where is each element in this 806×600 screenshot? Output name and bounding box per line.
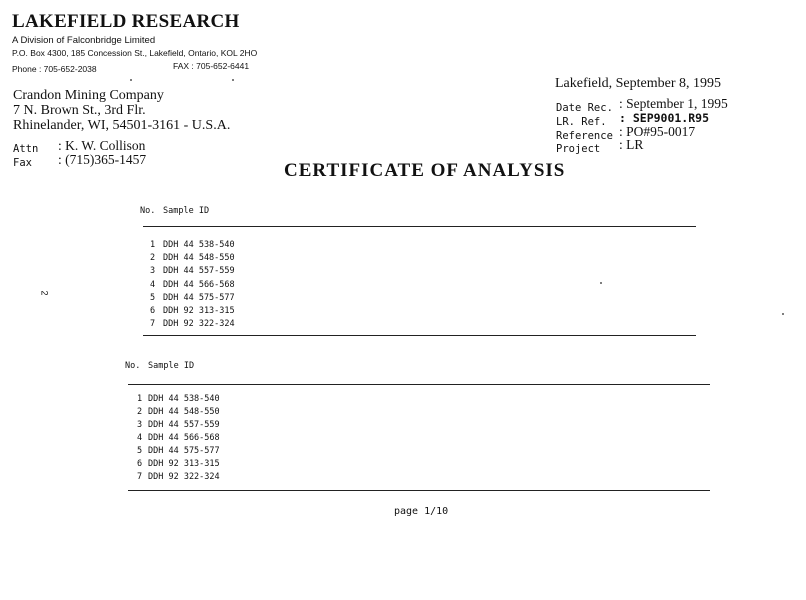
table2-row-sample-id: DDH 44 566-568: [148, 433, 220, 443]
table1-row-sample-id: DDH 92 322-324: [163, 319, 235, 330]
table2-row-number: 5: [137, 446, 143, 456]
margin-mark: 2: [39, 290, 50, 296]
table1-row-number: 4: [150, 279, 156, 290]
table2-row-number: 2: [137, 407, 143, 417]
project-value: : LR: [619, 137, 644, 152]
table2-row-number: 7: [137, 472, 143, 482]
table1-row-sample-id: DDH 44 566-568: [163, 279, 235, 290]
recipient-company: Crandon Mining Company: [13, 88, 164, 103]
table1-row-number: 6: [150, 306, 156, 316]
table2-bottom-rule: [128, 490, 710, 491]
lr-ref-label: LR. Ref.: [556, 116, 607, 128]
table1-row-sample-id: DDH 92 313-315: [163, 306, 235, 316]
certificate-title: CERTIFICATE OF ANALYSIS: [284, 160, 566, 181]
company-name: LAKEFIELD RESEARCH: [12, 11, 240, 32]
table1-row-number: 1: [150, 240, 156, 250]
table1-bottom-rule: [143, 335, 696, 336]
table2-row-number: 4: [137, 433, 143, 443]
scan-speck: [232, 79, 234, 81]
attn-label: Attn: [13, 143, 39, 155]
table1-sample-id-header: Sample ID: [163, 206, 210, 216]
table2-row-sample-id: DDH 44 548-550: [148, 407, 220, 417]
table1-row-number: 5: [150, 292, 156, 303]
scan-speck: [782, 313, 784, 315]
table2-no-header: No.: [125, 361, 141, 371]
lr-ref-value: : SEP9001.R95: [619, 111, 710, 125]
table1-row-number: 3: [150, 266, 156, 277]
table1-row-number: 2: [150, 253, 156, 264]
table1-row-sample-id: DDH 44 538-540: [163, 240, 235, 250]
date-rec-value: : September 1, 1995: [619, 96, 728, 111]
table2-row-number: 3: [137, 420, 143, 430]
recipient-street: 7 N. Brown St., 3rd Flr.: [13, 103, 146, 118]
table1-row-sample-id: DDH 44 548-550: [163, 253, 235, 264]
page-number: page 1/10: [394, 506, 449, 517]
scan-speck: [130, 79, 132, 81]
table2-row-sample-id: DDH 44 575-577: [148, 446, 220, 456]
table1-row-sample-id: DDH 44 575-577: [163, 292, 235, 303]
table1-row-number: 7: [150, 319, 156, 330]
company-division: A Division of Falconbridge Limited: [12, 35, 156, 46]
recipient-city: Rhinelander, WI, 54501-3161 - U.S.A.: [13, 118, 231, 133]
fax-label: Fax: [13, 157, 32, 169]
scan-speck: [600, 282, 602, 284]
table1-no-header: No.: [140, 206, 156, 216]
company-phone: Phone : 705-652-2038: [12, 64, 97, 74]
date-rec-label: Date Rec.: [556, 102, 613, 114]
table1-header-rule: [143, 226, 696, 227]
table2-sample-id-header: Sample ID: [148, 361, 195, 371]
reference-value: : PO#95-0017: [619, 124, 696, 139]
table2-row-sample-id: DDH 92 322-324: [148, 472, 220, 482]
table2-row-sample-id: DDH 44 557-559: [148, 420, 220, 430]
reference-label: Reference: [556, 130, 613, 142]
place-date: Lakefield, September 8, 1995: [555, 76, 722, 91]
project-label: Project: [556, 143, 601, 155]
table2-row-number: 6: [137, 459, 143, 469]
fax-value: : (715)365-1457: [58, 152, 147, 167]
table1-row-sample-id: DDH 44 557-559: [163, 266, 235, 277]
table2-header-rule: [128, 384, 710, 385]
company-fax: FAX : 705-652-6441: [173, 61, 250, 71]
company-address: P.O. Box 4300, 185 Concession St., Lakefield, Ontario, KOL 2HO: [12, 48, 258, 58]
attn-value: : K. W. Collison: [58, 138, 146, 153]
table2-row-sample-id: DDH 92 313-315: [148, 459, 220, 469]
table2-row-sample-id: DDH 44 538-540: [148, 394, 220, 404]
table2-row-number: 1: [137, 394, 143, 404]
